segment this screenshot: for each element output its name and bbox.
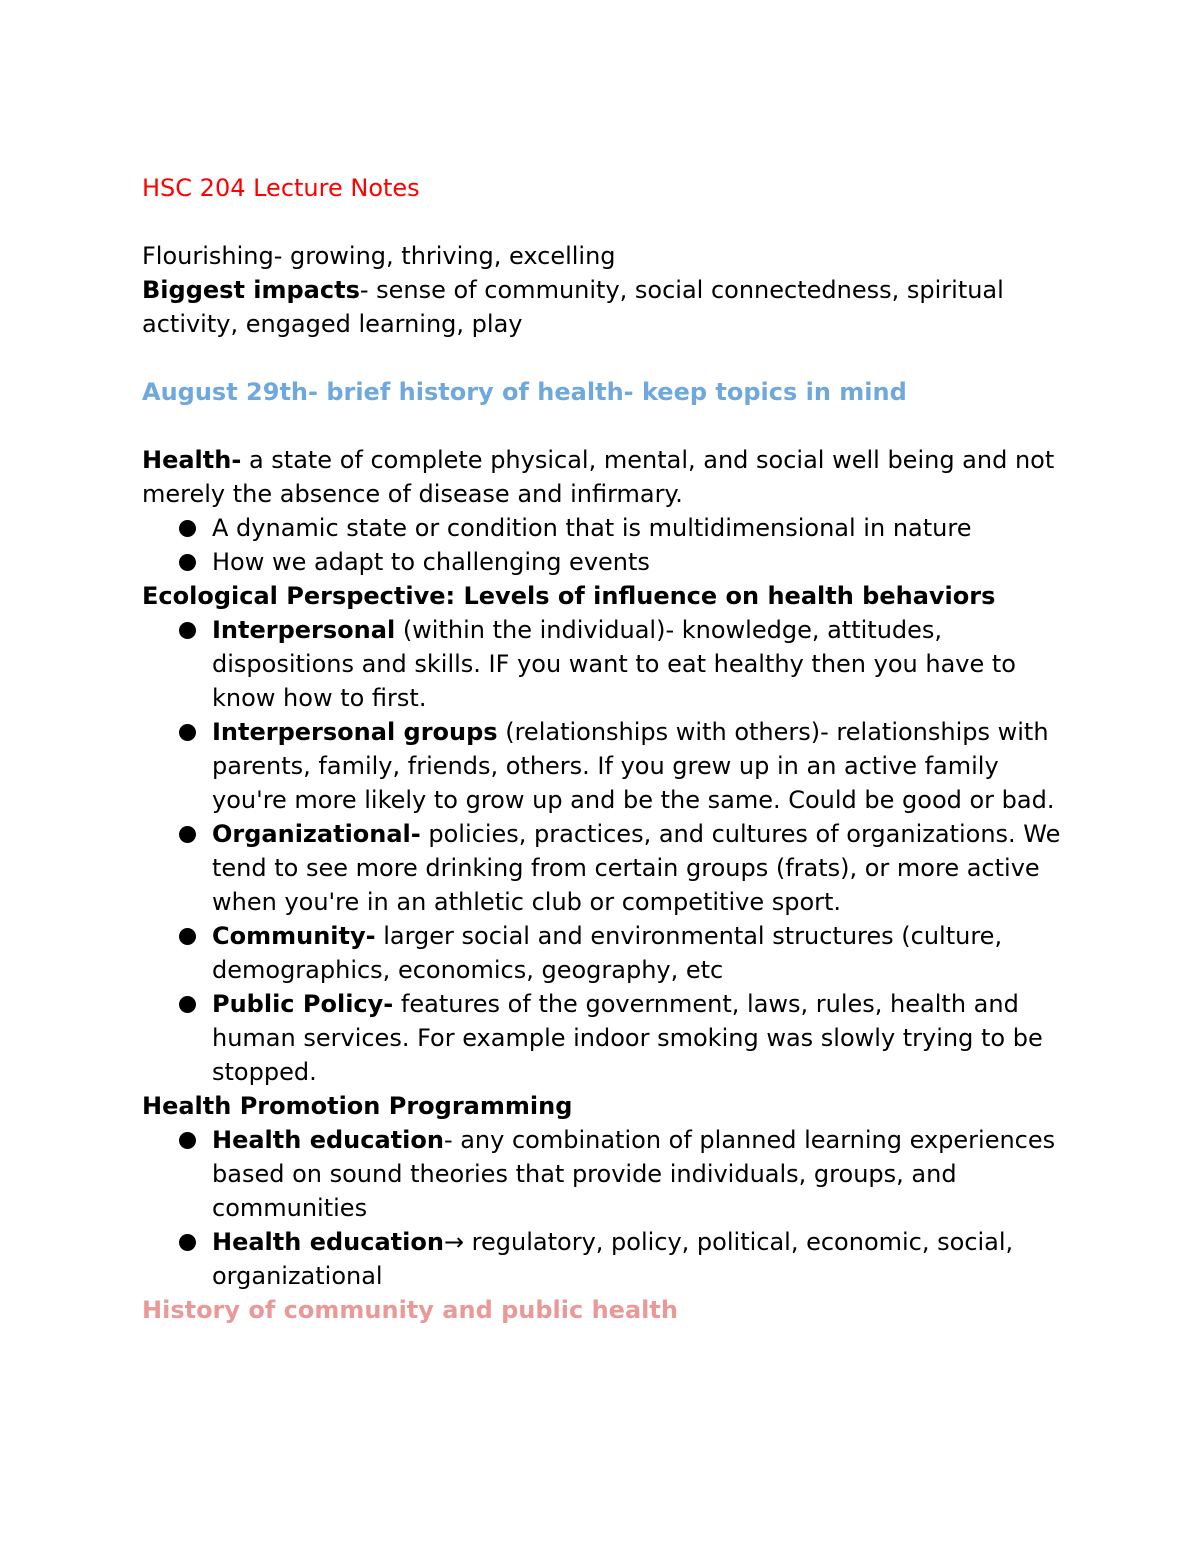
list-item [212,817,1072,919]
list-item-text: (relationships with others)- relationships with parents, family, friends, others. If you grew up in an active family you're more likely to grow up and be the same. Could be good or bad. [212,718,1055,814]
bullet-icon [179,622,196,639]
list-item-term: Organizational- [212,820,421,848]
list-item [212,987,1072,1089]
health-definition [142,443,1072,511]
bullet-icon [179,554,196,571]
bullet-icon [179,1234,196,1251]
list-item [212,613,1072,715]
date-heading: August 29th- brief history of health- keep topics in mind [142,378,907,406]
promotion-bullet-list [142,1123,1072,1293]
bullet-icon [179,724,196,741]
history-heading: History of community and public health [142,1296,678,1324]
list-item [212,715,1072,817]
ecological-bullet-list [142,613,1072,1089]
list-item-term: Health education [212,1228,444,1256]
ecological-heading: Ecological Perspective: Levels of influence on health behaviors [142,582,996,610]
list-item [212,919,1072,987]
list-item-text: How we adapt to challenging events [212,548,650,576]
spacer [142,341,1072,375]
list-item-text: policies, practices, and cultures of organizations. We tend to see more drinking from certain groups (frats), or more active when you're in an athletic club or competitive sport. [212,820,1061,916]
list-item-text: → regulatory, policy, political, economic, social, organizational [212,1228,1014,1290]
health-term: Health- [142,446,242,474]
health-bullet-list [142,511,1072,579]
list-item [212,1225,1072,1293]
bullet-icon [179,1132,196,1149]
list-item [212,511,1072,545]
flourishing-line: Flourishing- growing, thriving, excelling [142,242,616,270]
spacer [142,409,1072,443]
list-item-text: (within the individual)- knowledge, attitudes, dispositions and skills. IF you want to eat healthy then you have to know how to first. [212,616,1016,712]
document-body [142,171,1072,1327]
list-item-term: Interpersonal [212,616,396,644]
list-item [212,545,1072,579]
bullet-icon [179,996,196,1013]
list-item-text: larger social and environmental structures (culture, demographics, economics, geography, etc [212,922,1003,984]
document-title: HSC 204 Lecture Notes [142,174,420,202]
impacts-term: Biggest impacts [142,276,360,304]
bullet-icon [179,520,196,537]
impacts-text: - sense of community, social connectedness, spiritual activity, engaged learning, play [142,276,1004,338]
list-item [212,1123,1072,1225]
bullet-icon [179,928,196,945]
list-item-text: - any combination of planned learning experiences based on sound theories that provide individuals, groups, and communities [212,1126,1056,1222]
list-item-term: Interpersonal groups [212,718,498,746]
bullet-icon [179,826,196,843]
list-item-term: Community- [212,922,376,950]
health-text: a state of complete physical, mental, and social well being and not merely the absence of disease and infirmary. [142,446,1055,508]
list-item-text: features of the government, laws, rules, health and human services. For example indoor smoking was slowly trying to be stopped. [212,990,1043,1086]
list-item-term: Health education [212,1126,444,1154]
list-item-term: Public Policy- [212,990,394,1018]
promotion-heading: Health Promotion Programming [142,1092,573,1120]
impacts-paragraph [142,273,1072,341]
list-item-text: A dynamic state or condition that is multidimensional in nature [212,514,972,542]
